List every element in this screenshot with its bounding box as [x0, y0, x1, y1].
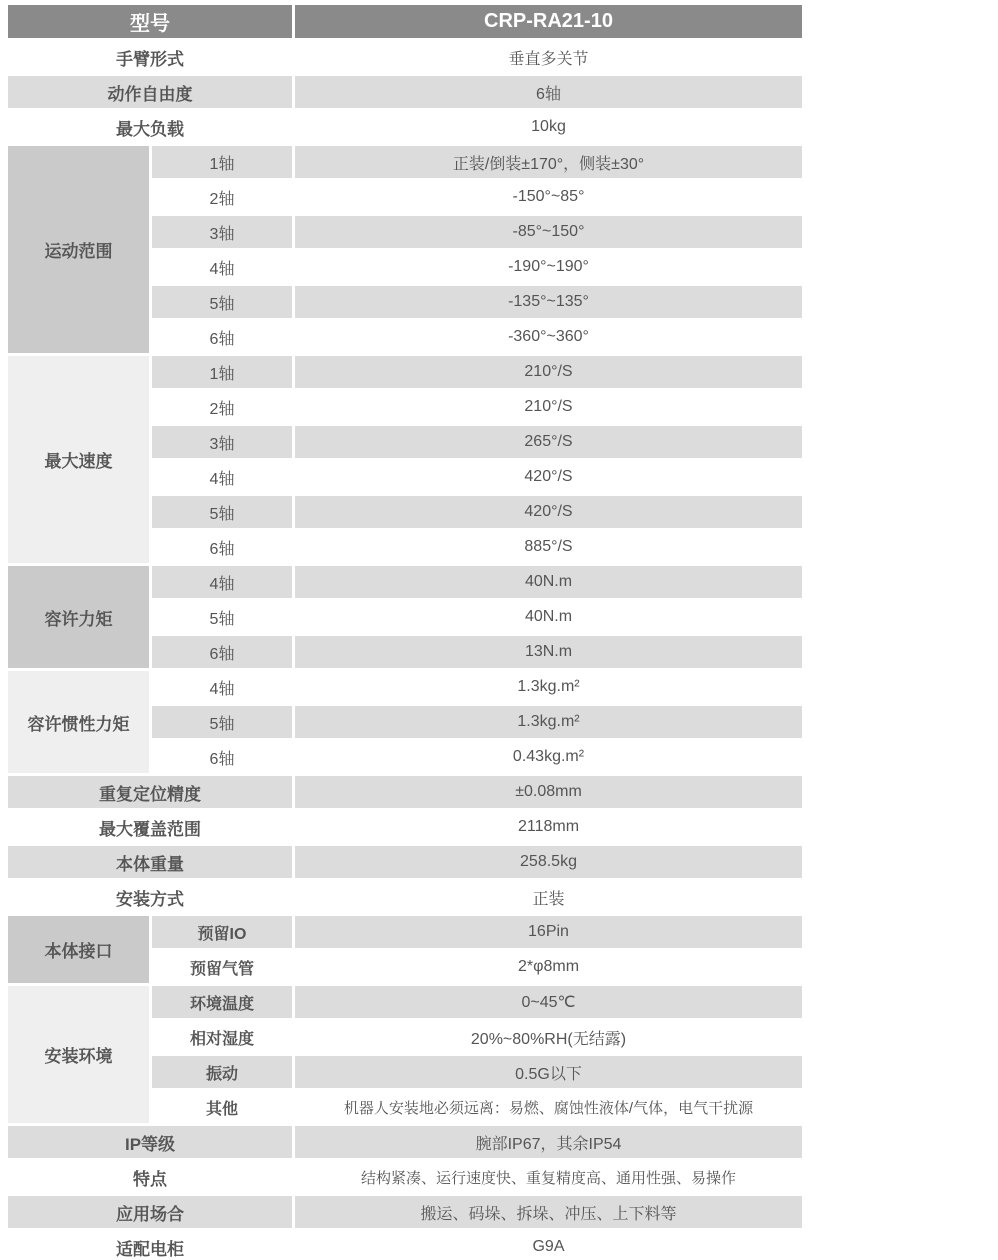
table-row: [8, 916, 802, 948]
row-value: 210°/S: [295, 356, 802, 388]
row-label: 适配电柜: [8, 1231, 292, 1260]
row-value: 420°/S: [295, 461, 802, 493]
sub-label: 预留气管: [152, 951, 292, 983]
row-value: 2*φ8mm: [295, 951, 802, 983]
table-row: [8, 41, 802, 73]
row-value: 2118mm: [295, 811, 802, 843]
row-label: 应用场合: [8, 1196, 292, 1228]
row-label: 特点: [8, 1161, 292, 1193]
row-value: 机器人安装地必须远离：易燃、腐蚀性液体/气体，电气干扰源: [295, 1091, 802, 1123]
row-value: 420°/S: [295, 496, 802, 528]
group-label: 容许惯性力矩: [8, 671, 149, 773]
model-header-value: CRP-RA21-10: [295, 5, 802, 38]
row-value: 265°/S: [295, 426, 802, 458]
sub-label: 4轴: [152, 671, 292, 703]
row-label: 重复定位精度: [8, 776, 292, 808]
row-value: 885°/S: [295, 531, 802, 563]
sub-label: 5轴: [152, 286, 292, 318]
table-row: [8, 356, 802, 388]
table-row: [8, 1231, 802, 1260]
model-header-row: [8, 5, 802, 38]
row-value: 正装/倒装±170°，侧装±30°: [295, 146, 802, 178]
table-row: [8, 881, 802, 913]
sub-label: 5轴: [152, 496, 292, 528]
row-value: 0~45℃: [295, 986, 802, 1018]
group-label: 安装环境: [8, 986, 149, 1123]
row-label: 安装方式: [8, 881, 292, 913]
row-value: -190°~190°: [295, 251, 802, 283]
table-row: [8, 811, 802, 843]
sub-label: 4轴: [152, 566, 292, 598]
row-value: -135°~135°: [295, 286, 802, 318]
sub-label: 5轴: [152, 601, 292, 633]
sub-label: 环境温度: [152, 986, 292, 1018]
table-row: [8, 566, 802, 598]
sub-label: 预留IO: [152, 916, 292, 948]
row-value: 16Pin: [295, 916, 802, 948]
group-label: 最大速度: [8, 356, 149, 563]
sub-label: 1轴: [152, 356, 292, 388]
sub-label: 4轴: [152, 251, 292, 283]
row-label: 最大覆盖范围: [8, 811, 292, 843]
row-value: 258.5kg: [295, 846, 802, 878]
row-value: 结构紧凑、运行速度快、重复精度高、通用性强、易操作: [295, 1161, 802, 1193]
row-value: 210°/S: [295, 391, 802, 423]
sub-label: 相对湿度: [152, 1021, 292, 1053]
sub-label: 6轴: [152, 741, 292, 773]
row-value: 0.43kg.m²: [295, 741, 802, 773]
sub-label: 5轴: [152, 706, 292, 738]
row-label: 最大负载: [8, 111, 292, 143]
row-value: -150°~85°: [295, 181, 802, 213]
sub-label: 3轴: [152, 216, 292, 248]
row-value: 1.3kg.m²: [295, 671, 802, 703]
row-label: 动作自由度: [8, 76, 292, 108]
row-value: 6轴: [295, 76, 802, 108]
row-value: -360°~360°: [295, 321, 802, 353]
table-row: [8, 846, 802, 878]
row-value: 20%~80%RH(无结露): [295, 1021, 802, 1053]
table-row: [8, 146, 802, 178]
table-row: [8, 1161, 802, 1193]
row-label: 本体重量: [8, 846, 292, 878]
table-row: [8, 1196, 802, 1228]
sub-label: 2轴: [152, 391, 292, 423]
table-row: [8, 776, 802, 808]
sub-label: 3轴: [152, 426, 292, 458]
row-value: 搬运、码垛、拆垛、冲压、上下料等: [295, 1196, 802, 1228]
table-row: [8, 1126, 802, 1158]
row-value: 垂直多关节: [295, 41, 802, 73]
table-row: [8, 671, 802, 703]
table-row: [8, 986, 802, 1018]
sub-label: 其他: [152, 1091, 292, 1123]
model-header-label: 型号: [8, 5, 292, 38]
row-value: 0.5G以下: [295, 1056, 802, 1088]
row-value: 1.3kg.m²: [295, 706, 802, 738]
row-value: 10kg: [295, 111, 802, 143]
row-value: 40N.m: [295, 601, 802, 633]
spec-table: [5, 2, 805, 1260]
table-row: [8, 76, 802, 108]
row-value: G9A: [295, 1231, 802, 1260]
sub-label: 1轴: [152, 146, 292, 178]
row-value: 正装: [295, 881, 802, 913]
row-value: 13N.m: [295, 636, 802, 668]
group-label: 本体接口: [8, 916, 149, 983]
row-value: 腕部IP67，其余IP54: [295, 1126, 802, 1158]
row-value: -85°~150°: [295, 216, 802, 248]
sub-label: 6轴: [152, 531, 292, 563]
row-value: 40N.m: [295, 566, 802, 598]
sub-label: 6轴: [152, 321, 292, 353]
sub-label: 振动: [152, 1056, 292, 1088]
table-row: [8, 111, 802, 143]
sub-label: 6轴: [152, 636, 292, 668]
sub-label: 4轴: [152, 461, 292, 493]
sub-label: 2轴: [152, 181, 292, 213]
group-label: 运动范围: [8, 146, 149, 353]
group-label: 容许力矩: [8, 566, 149, 668]
row-label: IP等级: [8, 1126, 292, 1158]
row-label: 手臂形式: [8, 41, 292, 73]
row-value: ±0.08mm: [295, 776, 802, 808]
